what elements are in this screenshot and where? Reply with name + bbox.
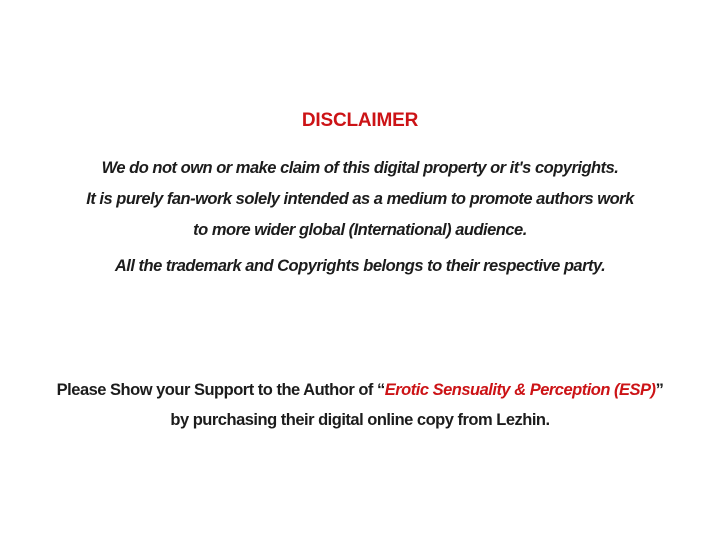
disclaimer-line: It is purely fan-work solely intended as a medium to promote authors work	[86, 190, 634, 208]
series-title: Erotic Sensuality & Perception (ESP)	[384, 381, 656, 399]
support-prefix: Please Show your Support to the Author of	[56, 381, 377, 399]
close-quote: ”	[655, 381, 664, 399]
disclaimer-title: DISCLAIMER	[301, 110, 419, 131]
support-line	[0, 375, 720, 405]
purchase-line: by purchasing their digital online copy from Lezhin.	[170, 411, 550, 429]
disclaimer-line: We do not own or make claim of this digital property or it's copyrights.	[101, 159, 619, 177]
support-block	[0, 375, 720, 435]
disclaimer-body	[0, 153, 720, 246]
open-quote: “	[376, 381, 385, 399]
trademark-line: All the trademark and Copyrights belongs to their respective party.	[114, 257, 606, 275]
disclaimer-line: to more wider global (International) audience.	[193, 221, 527, 239]
